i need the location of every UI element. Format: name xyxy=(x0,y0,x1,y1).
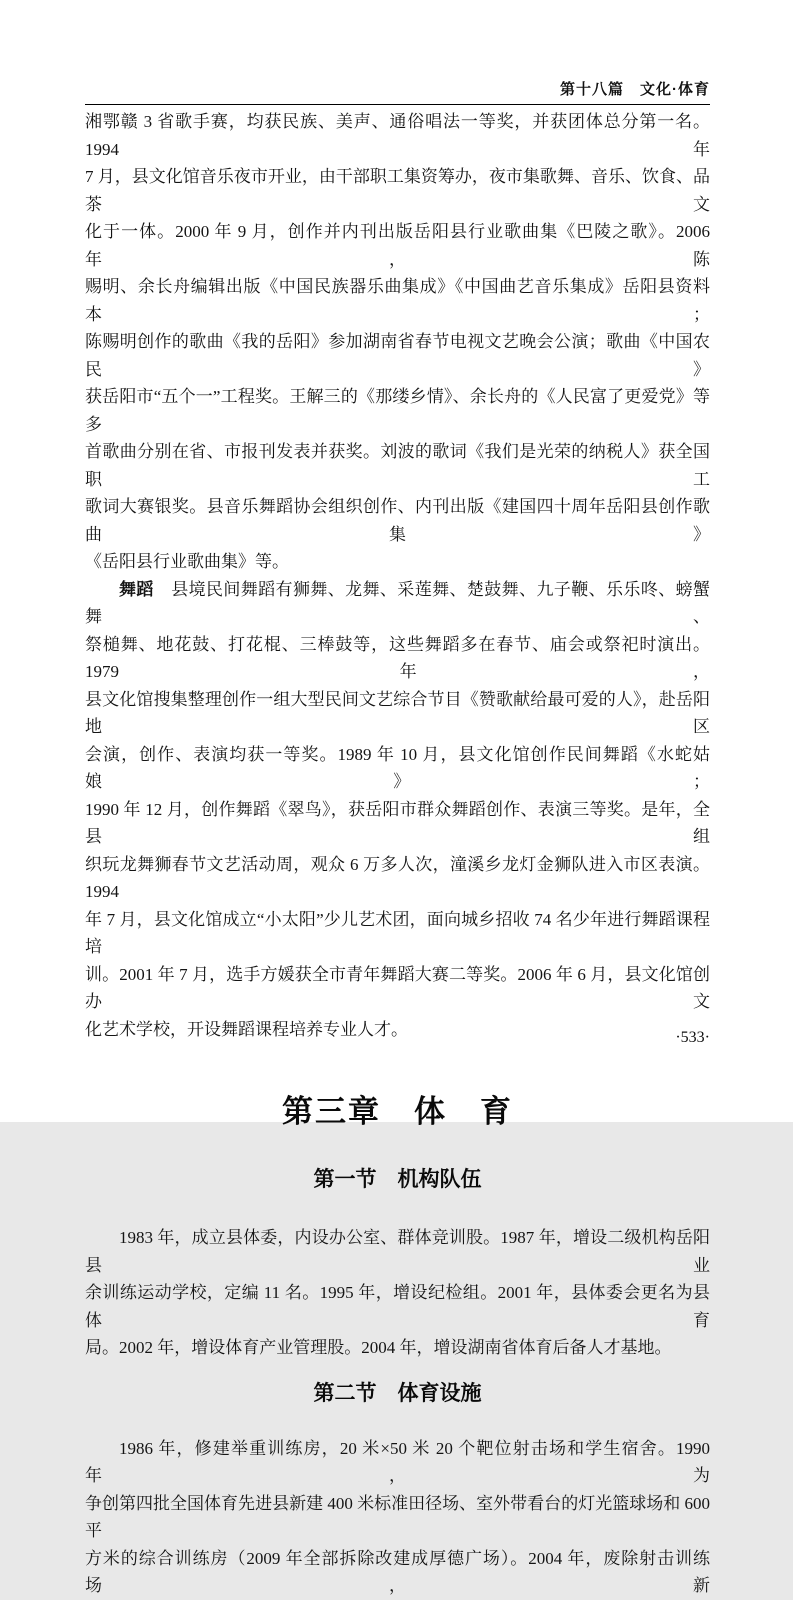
text-line: 7 月，县文化馆音乐夜市开业，由干部职工集资筹办，夜市集歌舞、音乐、饮食、品茶文 xyxy=(85,167,710,214)
text-line: 陈赐明创作的歌曲《我的岳阳》参加湖南省春节电视文艺晚会公演；歌曲《中国农民》 xyxy=(85,332,710,379)
paragraph xyxy=(85,108,710,576)
text-line: 舞蹈 县境民间舞蹈有狮舞、龙舞、采莲舞、楚鼓舞、九子鞭、乐乐咚、螃蟹舞、 xyxy=(85,579,711,626)
text-line: 1990 年 12 月，创作舞蹈《翠鸟》，获岳阳市群众舞蹈创作、表演三等奖。是年，全县组 xyxy=(85,799,710,846)
text-line: 《岳阳县行业歌曲集》等。 xyxy=(85,552,289,571)
text-line: 歌词大赛银奖。县音乐舞蹈协会组织创作、内刊出版《建国四十周年岳阳县创作歌曲集》 xyxy=(85,497,710,544)
document-body xyxy=(85,108,710,1600)
paragraph-label: 舞蹈 xyxy=(119,579,154,599)
text-line: 县文化馆搜集整理创作一组大型民间文艺综合节目《赞歌献给最可爱的人》，赴岳阳地区 xyxy=(85,689,710,736)
running-header-title: 第十八篇 文化·体育 xyxy=(560,81,710,98)
text-line: 训。2001 年 7 月，选手方媛获全市青年舞蹈大赛二等奖。2006 年 6 月，县文化馆创办文 xyxy=(85,964,710,1011)
text-line: 祭槌舞、地花鼓、打花棍、三棒鼓等，这些舞蹈多在春节、庙会或祭祀时演出。1979 年， xyxy=(85,634,710,681)
page-number: ·533· xyxy=(675,1029,710,1046)
section-title: 第二节 体育设施 xyxy=(313,1381,482,1405)
text-line: 湘鄂赣 3 省歌手赛，均获民族、美声、通俗唱法一等奖，并获团体总分第一名。1994 年 xyxy=(85,112,710,159)
text-line: 赐明、余长舟编辑出版《中国民族器乐曲集成》《中国曲艺音乐集成》岳阳县资料本； xyxy=(85,277,710,324)
text-line: 年 7 月，县文化馆成立“小太阳”少儿艺术团，面向城乡招收 74 名少年进行舞蹈课程培 xyxy=(85,909,710,956)
section-title: 第一节 机构队伍 xyxy=(313,1168,482,1191)
paragraph xyxy=(85,1224,710,1362)
text-line: 会演，创作、表演均获一等奖。1989 年 10 月，县文化馆创作民间舞蹈《水蛇姑娘》； xyxy=(85,744,710,791)
text-line: 获岳阳市“五个一”工程奖。王解三的《那缕乡情》、余长舟的《人民富了更爱党》等多 xyxy=(85,387,710,434)
text-line: 1983 年，成立县体委，内设办公室、群体竞训股。1987 年，增设二级机构岳阳县业 xyxy=(85,1228,710,1275)
text-line: 局。2002 年，增设体育产业管理股。2004 年，增设湖南省体育后备人才基地。 xyxy=(85,1338,672,1357)
text-line: 首歌曲分别在省、市报刊发表并获奖。刘波的歌词《我们是光荣的纳税人》获全国职工 xyxy=(85,442,710,489)
text-line: 1986 年，修建举重训练房，20 米×50 米 20 个靶位射击场和学生宿舍。1990 年，为 xyxy=(85,1438,710,1485)
text-line: 余训练运动学校，定编 11 名。1995 年，增设纪检组。2001 年，县体委会更名为县体育 xyxy=(85,1283,710,1330)
text-line: 争创第四批全国体育先进县新建 400 米标准田径场、室外带看台的灯光篮球场和 600 平 xyxy=(85,1493,710,1540)
text-line: 织玩龙舞狮春节文艺活动周，观众 6 万多人次，潼溪乡龙灯金狮队进入市区表演。1994 xyxy=(85,854,710,901)
text-line: 方米的综合训练房（2009 年全部拆除改建成厚德广场）。2004 年，废除射击训练场，新 xyxy=(85,1548,710,1595)
paragraph xyxy=(85,1435,710,1600)
paragraph xyxy=(85,576,710,1044)
running-header xyxy=(85,78,710,99)
chapter-title: 第三章 体 育 xyxy=(282,1094,513,1129)
header-rule xyxy=(85,104,710,105)
text-line: 化于一体。2000 年 9 月，创作并内刊出版岳阳县行业歌曲集《巴陵之歌》。2006 年，陈 xyxy=(85,222,710,269)
text-line: 化艺术学校，开设舞蹈课程培养专业人才。 xyxy=(85,1019,408,1039)
